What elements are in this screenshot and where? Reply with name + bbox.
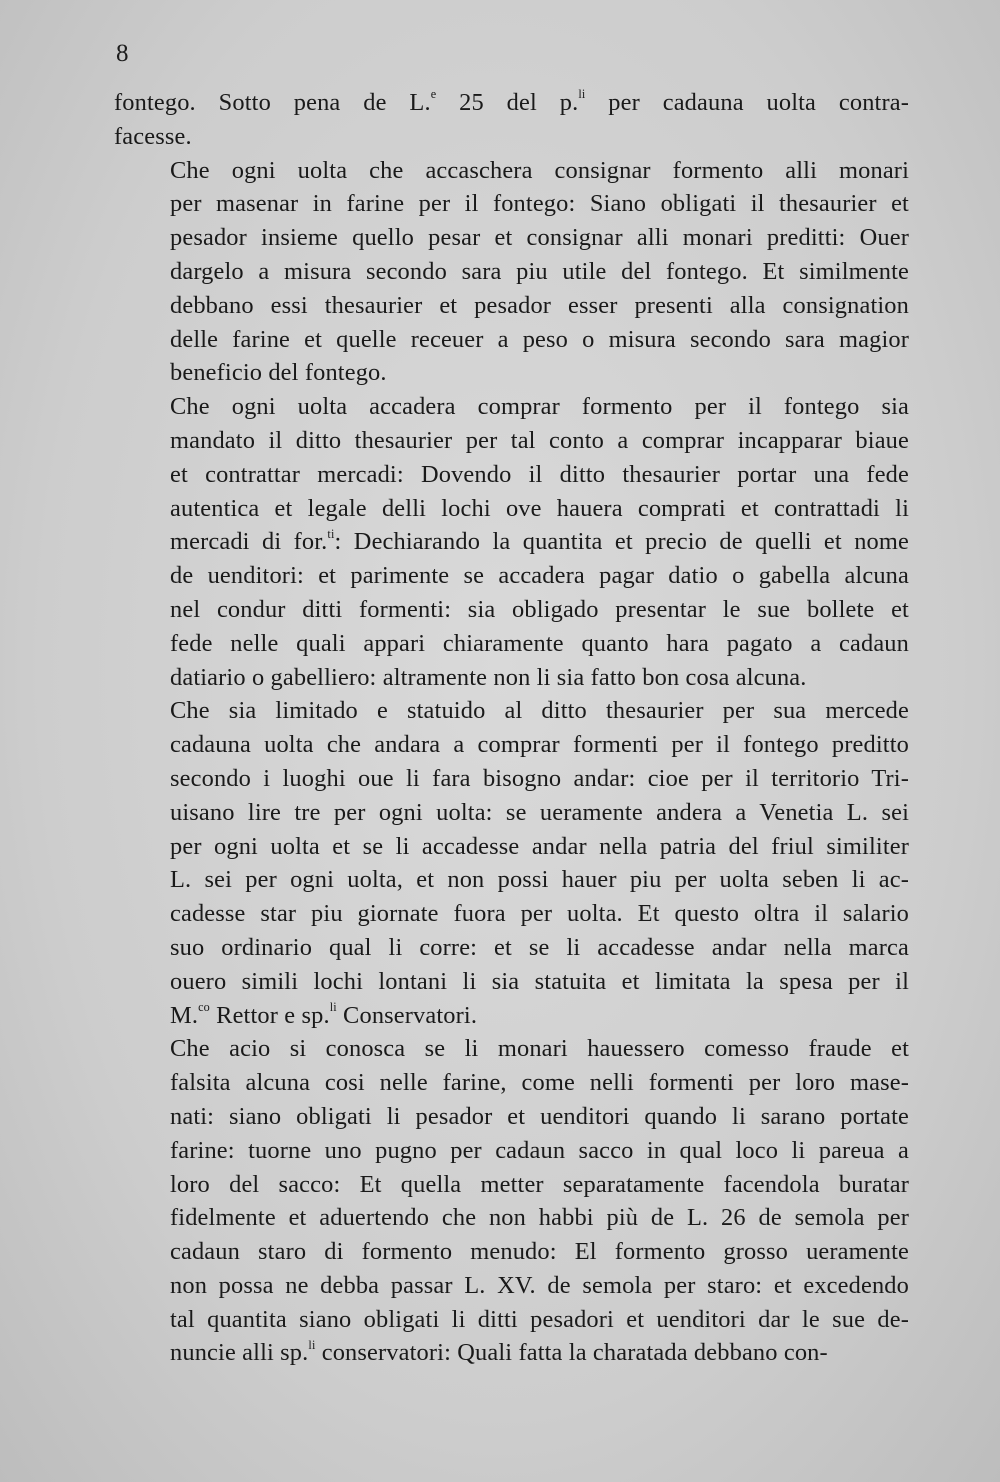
paragraph <box>114 154 909 391</box>
text-line: delle farine et quelle receuer a peso o misura secondo sara magior <box>170 325 909 353</box>
text-line: uisano lire tre per ogni uolta: se ueramente andera a Venetia L. sei <box>170 798 909 826</box>
text-line: loro del sacco: Et quella metter separatamente facendola buratar <box>170 1170 909 1198</box>
body-text <box>114 86 909 1370</box>
text-line: beneficio del fontego. <box>170 359 387 387</box>
text-line: Che ogni uolta accadera comprar formento per il fontego sia <box>170 393 909 421</box>
superscript-abbreviation: li <box>329 999 337 1014</box>
text-line: M.$^{co}$ Rettor e sp.$^{li}$ Conservatori. <box>170 999 478 1029</box>
text-line: fidelmente et aduertendo che non habbi più de L. 26 de semola per <box>170 1204 909 1232</box>
text-line: fede nelle quali appari chiaramente quanto hara pagato a cadaun <box>170 629 909 657</box>
paragraph <box>114 694 909 1032</box>
text-line: dargelo a misura secondo sara piu utile del fontego. Et similmente <box>170 257 909 285</box>
text-line: mandato il ditto thesaurier per tal conto a comprar incapparar biaue <box>170 426 909 454</box>
text-line: farine: tuorne uno pugno per cadaun sacco in qual loco li pareua a <box>170 1136 909 1164</box>
text-line: secondo i luoghi oue li fara bisogno andar: cioe per il territorio Tri- <box>170 764 909 792</box>
text-line: pesador insieme quello pesar et consignar alli monari preditti: Ouer <box>170 224 909 252</box>
paragraph <box>114 1032 909 1370</box>
text-line: nel condur ditti formenti: sia obligado presentar le sue bollete et <box>170 595 909 623</box>
text-line: tal quantita siano obligati li ditti pesadori et uenditori dar le sue de- <box>170 1305 909 1333</box>
superscript-abbreviation: li <box>308 1337 316 1352</box>
text-line: datiario o gabelliero: altramente non li sia fatto bon cosa alcuna. <box>170 663 807 691</box>
text-line: debbano essi thesaurier et pesador esser presenti alla consignation <box>170 291 909 319</box>
text-line: falsita alcuna cosi nelle farine, come nelli formenti per loro mase- <box>170 1069 909 1097</box>
text-line: cadesse star piu giornate fuora per uolta. Et questo oltra il salario <box>170 900 909 928</box>
text-line: nuncie alli sp.$^{li}$ conservatori: Quali fatta la charatada debbano con- <box>170 1337 828 1367</box>
text-line: nati: siano obligati li pesador et uenditori quando li sarano portate <box>170 1102 909 1130</box>
page-number: 8 <box>116 40 129 67</box>
superscript-abbreviation: co <box>198 999 210 1014</box>
superscript-abbreviation: ti <box>327 526 335 541</box>
superscript-abbreviation: li <box>578 87 586 102</box>
paragraph <box>114 86 909 154</box>
text-line: per masenar in farine per il fontego: Siano obligati il thesaurier et <box>170 190 909 218</box>
text-line: per ogni uolta et se li accadesse andar nella patria del friul similiter <box>170 832 909 860</box>
text-line: suo ordinario qual li corre: et se li accadesse andar nella marca <box>170 933 909 961</box>
text-line: et contrattar mercadi: Dovendo il ditto thesaurier portar una fede <box>170 460 909 488</box>
text-line: facesse. <box>114 122 192 150</box>
text-line: non possa ne debba passar L. XV. de semola per staro: et excedendo <box>170 1271 909 1299</box>
paragraph <box>114 390 909 694</box>
text-line: Che sia limitado e statuido al ditto thesaurier per sua mercede <box>170 697 909 725</box>
superscript-abbreviation: e <box>430 87 437 102</box>
text-line: cadaun staro di formento menudo: El formento grosso ueramente <box>170 1238 909 1266</box>
text-line: ouero simili lochi lontani li sia statuita et limitata la spesa per il <box>170 967 909 995</box>
text-line: autentica et legale delli lochi ove hauera comprati et contrattadi li <box>170 494 909 522</box>
text-line: mercadi di for.$^{ti}$: Dechiarando la quantita et precio de quelli et nome <box>170 526 909 556</box>
text-line: fontego. Sotto pena de L.$^e$ 25 del p.$^{li}$ per cadauna uolta contra- <box>114 87 909 116</box>
text-line: Che ogni uolta che accaschera consignar formento alli monari <box>170 156 909 184</box>
text-line: cadauna uolta che andara a comprar formenti per il fontego preditto <box>170 731 909 759</box>
text-line: Che acio si conosca se li monari hauessero comesso fraude et <box>170 1035 909 1063</box>
text-line: de uenditori: et parimente se accadera pagar datio o gabella alcuna <box>170 562 909 590</box>
text-line: L. sei per ogni uolta, et non possi hauer piu per uolta seben li ac- <box>170 866 909 894</box>
